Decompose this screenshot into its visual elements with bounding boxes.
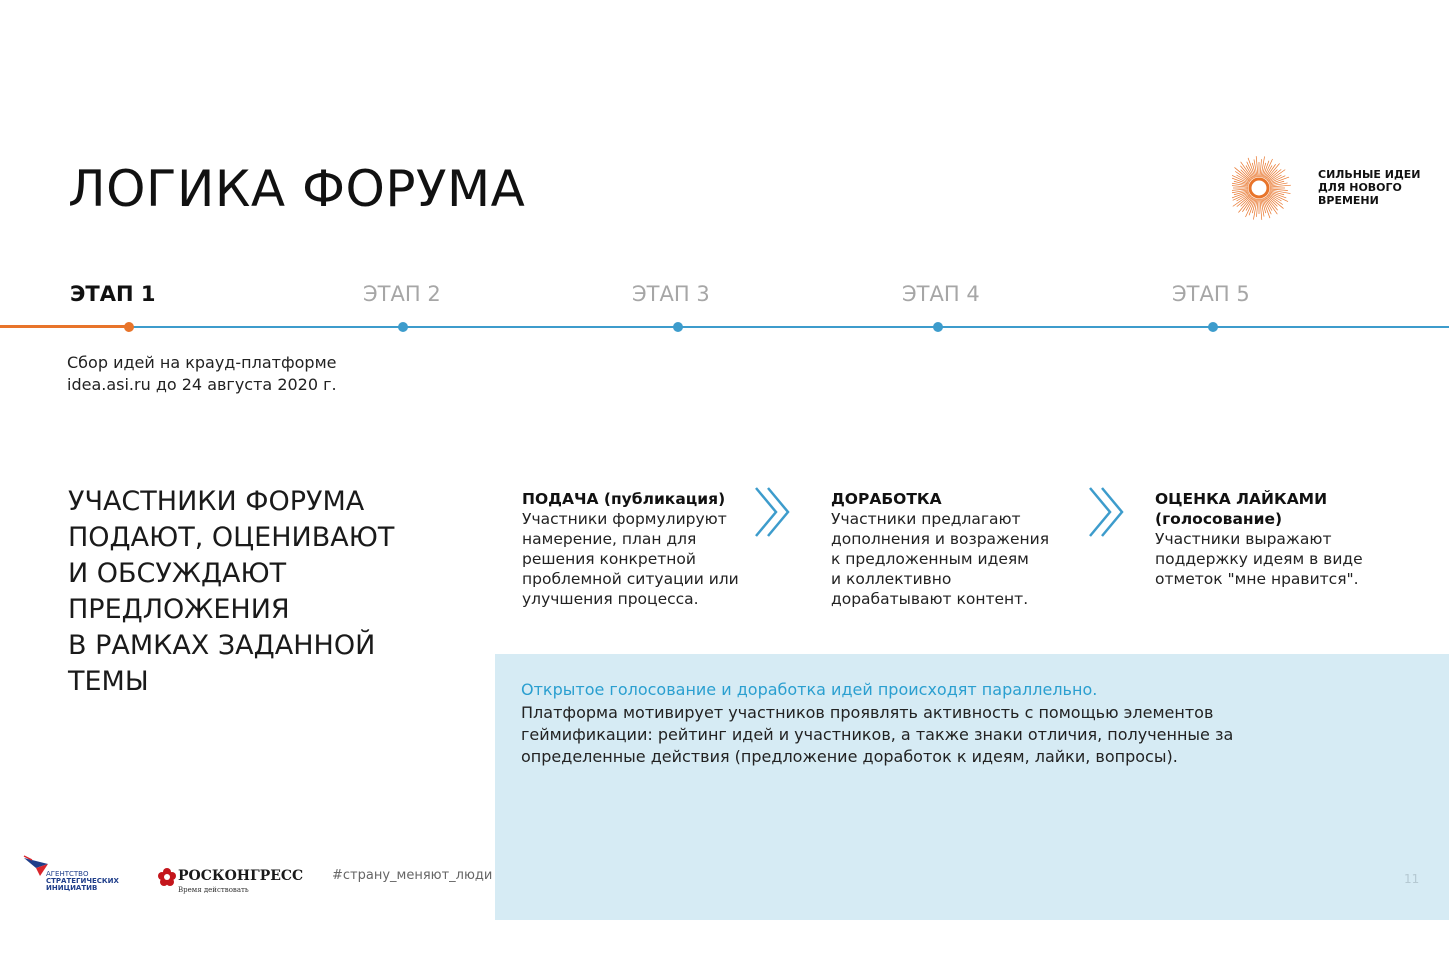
timeline-progress — [0, 325, 130, 328]
step-title: (голосование) — [1155, 510, 1283, 528]
panel-body — [521, 702, 1261, 768]
timeline-dot-2 — [398, 322, 408, 332]
step-line: Участники выражают — [1155, 530, 1332, 548]
panel-heading: Открытое голосование и доработка идей происходят параллельно. — [521, 680, 1098, 699]
roscongress-flower-icon — [158, 868, 176, 886]
step-line: решения конкретной — [522, 550, 696, 568]
step-title: ПОДАЧА (публикация) — [522, 490, 726, 508]
step-line: проблемной ситуации или — [522, 570, 739, 588]
asi-line: ИНИЦИАТИВ — [46, 884, 98, 892]
asi-text — [46, 871, 119, 892]
stage-1-label: ЭТАП 1 — [70, 282, 156, 306]
step-likes — [1155, 489, 1395, 589]
step-refinement — [831, 489, 1081, 609]
timeline-dot-5 — [1208, 322, 1218, 332]
forum-summary — [68, 484, 468, 700]
page-number: 11 — [1404, 872, 1420, 886]
summary-line: ТЕМЫ — [68, 666, 149, 697]
stage-1-desc-line: idea.asi.ru до 24 августа 2020 г. — [67, 375, 337, 394]
timeline-line — [0, 326, 1449, 328]
summary-line: ПОДАЮТ, ОЦЕНИВАЮТ — [68, 522, 395, 553]
page-title: ЛОГИКА ФОРУМА — [68, 160, 526, 218]
brand-text — [1318, 168, 1438, 207]
brand-logo — [1232, 144, 1442, 220]
step-line: дополнения и возражения — [831, 530, 1050, 548]
hashtag: #страну_меняют_люди — [332, 868, 493, 883]
roscongress-logo — [158, 866, 308, 900]
step-line: отметок "мне нравится". — [1155, 570, 1359, 588]
stage-1-description — [67, 352, 387, 396]
summary-line: И ОБСУЖДАЮТ — [68, 558, 287, 589]
step-title: ОЦЕНКА ЛАЙКАМИ — [1155, 490, 1328, 508]
asi-line: АГЕНТСТВО — [46, 870, 89, 878]
stage-4-label: ЭТАП 4 — [902, 282, 980, 306]
stage-3-label: ЭТАП 3 — [632, 282, 710, 306]
step-line: поддержку идеям в виде — [1155, 550, 1363, 568]
sun-ring — [1250, 179, 1268, 197]
panel-line: определенные действия (предложение доработок к идеям, лайки, вопросы). — [521, 747, 1178, 766]
sun-icon — [1232, 144, 1308, 220]
step-submission — [522, 489, 762, 609]
timeline-dot-3 — [673, 322, 683, 332]
summary-line: В РАМКАХ ЗАДАННОЙ — [68, 630, 376, 661]
panel-line: Платформа мотивирует участников проявлять активность с помощью элементов — [521, 703, 1214, 722]
info-panel — [495, 654, 1449, 920]
step-line: к предложенным идеям — [831, 550, 1029, 568]
timeline-dot-1 — [124, 322, 134, 332]
step-line: Участники предлагают — [831, 510, 1021, 528]
brand-line-1: СИЛЬНЫЕ ИДЕИ — [1318, 168, 1421, 181]
asi-logo — [22, 854, 132, 898]
asi-line: СТРАТЕГИЧЕСКИХ — [46, 877, 119, 885]
brand-line-2: ДЛЯ НОВОГО — [1318, 181, 1402, 194]
summary-line: УЧАСТНИКИ ФОРУМА — [68, 486, 365, 517]
chevron-right-icon — [1086, 484, 1130, 540]
timeline-dot-4 — [933, 322, 943, 332]
stage-5-label: ЭТАП 5 — [1172, 282, 1250, 306]
stage-1-desc-line: Сбор идей на крауд-платформе — [67, 353, 337, 372]
stage-2-label: ЭТАП 2 — [363, 282, 441, 306]
brand-line-3: ВРЕМЕНИ — [1318, 194, 1379, 207]
step-line: дорабатывают контент. — [831, 590, 1029, 608]
summary-line: ПРЕДЛОЖЕНИЯ — [68, 594, 290, 625]
roscongress-slogan: Время действовать — [178, 886, 249, 894]
roscongress-name: РОСКОНГРЕСС — [178, 868, 304, 884]
step-line: намерение, план для — [522, 530, 697, 548]
step-line: Участники формулируют — [522, 510, 727, 528]
chevron-right-icon — [752, 484, 796, 540]
step-title: ДОРАБОТКА — [831, 490, 942, 508]
panel-line: геймификации: рейтинг идей и участников, а также знаки отличия, полученные за — [521, 725, 1234, 744]
step-line: и коллективно — [831, 570, 952, 588]
step-line: улучшения процесса. — [522, 590, 699, 608]
